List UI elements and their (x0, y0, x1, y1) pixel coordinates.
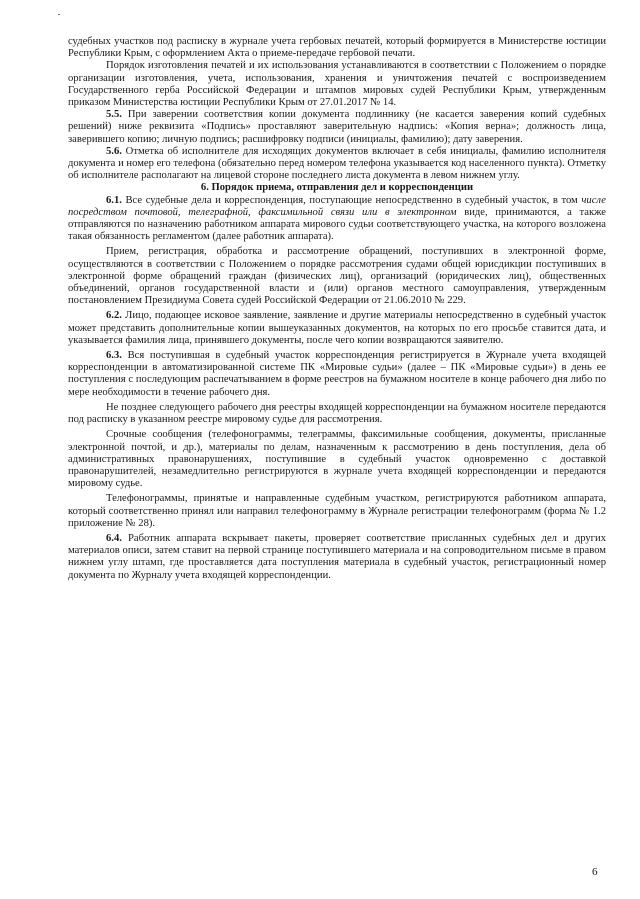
clause-text: Отметка об исполнителе для исходящих документов включает в себя инициалы, фамилию исполнителя документа и номер его телефона (обязательно перед номером телефона указывается код населенного пункта). Отметку об исполнителе располагают на лицевой стороне последнего листа документа в левом нижнем углу. (68, 145, 606, 182)
paragraph-6-4 (68, 533, 606, 582)
paragraph: Телефонограммы, принятые и направленные судебным участком, регистрируются работником аппарата, который соответственно принял или направил телефонограмму в Журнале регистрации телефонограмм (форма № 1.2 приложение № 28). (68, 493, 606, 529)
clause-number: 6.3. (106, 350, 122, 362)
paragraph-5-6 (68, 146, 606, 183)
scan-mark (58, 14, 60, 15)
page-number: 6 (592, 866, 598, 878)
clause-text: Все судебные дела и корреспонденция, поступающие непосредственно в судебный участок, в том (121, 194, 582, 206)
clause-text: Вся поступившая в судебный участок корреспонденция регистрируется в Журнале учета входящей корреспонденции в автоматизированной системе ПК «Мировые судьи» (далее – ПК «Мировые судьи») в день ее поступления с последующим распечатыванием в форме реестров на бумажном носителе в конце рабочего дня либо по мере необходимости в течение рабочего дня. (68, 350, 606, 398)
clause-italic-text: числе посредством почтовой, телеграфной, факсимильной связи или в электронном (68, 194, 606, 218)
paragraph-5-5 (68, 109, 606, 146)
clause-number: 6.2. (106, 310, 122, 322)
document-body (68, 36, 606, 582)
clause-text: Лицо, подающее исковое заявление, заявление и другие материалы непосредственно в судебный участок может представить дополнительные копии вышеуказанных документов, на которых по его просьбе ставится дата, и указывается фамилия лица, принявшего документы, после чего копии возвращаются заявителю. (68, 310, 606, 346)
paragraph: Порядок изготовления печатей и их использования устанавливаются в соответствии с Положением о порядке организации изготовления, учета, использования, хранения и уничтожения печатей с воспроизведением Государственного герба Российской Федерации и штампов мировых судей Республики Крым, утвержденным приказом Министерства юстиции Республики Крым от 27.01.2017 № 14. (68, 60, 606, 109)
clause-number: 6.4. (106, 532, 122, 544)
clause-number: 6.1. (106, 194, 122, 206)
paragraph: судебных участков под расписку в журнале учета гербовых печатей, который формируется в Министерстве юстиции Республики Крым, с оформлением Акта о приеме-передаче гербовой печати. (68, 36, 606, 60)
paragraph-6-2 (68, 310, 606, 347)
clause-text: виде, принимаются, а также отправляются по назначению работником аппарата мирового судьи соответствующего участка, на которого возложена такая обязанность регламентом (далее работник аппарата). (68, 206, 606, 243)
paragraph: Не позднее следующего рабочего дня реестры входящей корреспонденции на бумажном носителе передаются под расписку в указанном реестре мировому судье для рассмотрения. (68, 401, 606, 426)
section-heading: 6. Порядок приема, отправления дел и корреспонденции (200, 182, 474, 194)
clause-text: Работник аппарата вскрывает пакеты, проверяет соответствие присланных судебных дел и других материалов описи, затем ставит на первой странице поступившего материала и на сопроводительном письме в правом нижнем углу штамп, где проставляется дата поступления материала в судебный участок, регистрационный номер документа по Журналу учета входящей корреспонденции. (68, 532, 606, 581)
clause-text: При заверении соответствия копии документа подлиннику (не касается заверения копий судебных решений) ниже реквизита «Подпись» проставляют заверительную надпись: «Копия верна»; должность лица, заверившего копию; личную подпись; расшифровку подписи (инициалы, фамилию); дату заверения. (68, 109, 606, 145)
clause-number: 5.6. (106, 145, 122, 157)
paragraph: Прием, регистрация, обработка и рассмотрение обращений, поступивших в электронной форме, осуществляются в соответствии с Положением о порядке рассмотрения судами общей юрисдикции поступивших в электронной форме обращений граждан (физических лиц), организаций (юридических лиц), общественных объединений, органов государственной власти и (или) органов местного самоуправления, утвержденным постановлением Президиума Совета судей Российской Федерации от 21.06.2010 № 229. (68, 246, 606, 307)
clause-number: 5.5. (106, 109, 122, 121)
paragraph-6-3 (68, 350, 606, 399)
paragraph-6-1 (68, 195, 606, 244)
paragraph: Срочные сообщения (телефонограммы, телеграммы, факсимильные сообщения, документы, присланные электронной почтой, и др.), материалы по делам, назначенным к рассмотрению в день поступления, дела об административных правонарушениях, поступившие в судебный участок одновременно с доставкой правонарушителей, незамедлительно регистрируются в журнале учета входящей корреспонденции и передаются мировому судье. (68, 429, 606, 490)
